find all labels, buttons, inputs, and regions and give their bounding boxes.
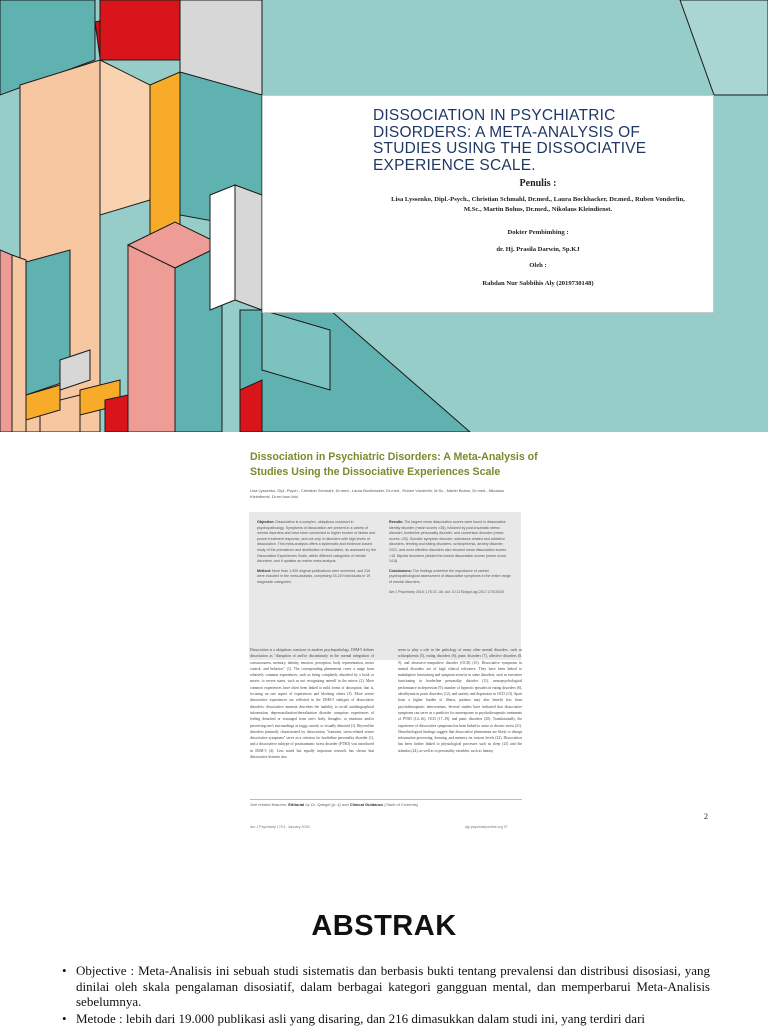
cover-title: DISSOCIATION IN PSYCHIATRIC DISORDERS: A META-ANALYSIS OF STUDIES USING THE DISSOCIATIVE EXPERIENCE SCALE. [373, 107, 647, 174]
abstract-right-column [389, 520, 511, 599]
abstract-slide [0, 864, 768, 1024]
featured-editorial: Editorial [288, 802, 305, 807]
paper-title: Dissociation in Psychiatric Disorders: A Meta-Analysis of Studies Using the Dissociative Experiences Scale [250, 451, 538, 478]
results-text: The largest mean dissociation scores were found in dissociative identity disorder (mean scores >35), followed by post-traumatic stress disorder, borderline personality disorder, and conversion disorder (mean scores >25). Somatic symptom disorder, substance-related and addictive disorders, feeding and eating disorders, schizophrenia, anxiety disorder, OCD, and most affective disorders also showed mean dissociation scores >15. Bipolar disorders yielded the lowest dissociation scores (mean score, 14.8). [389, 520, 507, 564]
abstract-heading: ABSTRAK [311, 910, 457, 942]
title-panel [262, 95, 714, 313]
objective-text: Dissociation is a complex, ubiquitous construct in psychopathology. Symptoms of dissociation are present in a variety of mental disorders and have been connected to higher burden of illness and poorer treatment response, and not only in disorders with high levels of dissociation. This meta-analysis offers a systematic and evidence-based study of the prevalence and distribution of dissociation, as assessed by the Dissociative Experiences Scale, within different categories of mental disorders, and it updates an earlier meta-analysis. [257, 520, 377, 564]
conclusions-label: Conclusions: [389, 568, 412, 573]
related-features-note [250, 799, 522, 807]
method-paragraph [257, 569, 379, 586]
featured-mid: by Dr. Spiegel (p. 4) and [304, 802, 350, 807]
abstract-left-column [257, 520, 379, 590]
cover-slide [0, 0, 768, 432]
results-label: Results: [389, 520, 404, 524]
conclusions-text: The findings underline the importance of careful psychopathological assessment of dissociative symptoms in the entire range of mental disorders. [389, 568, 511, 584]
objective-label: Objective: [257, 520, 275, 524]
cover-authors: Lisa Lyssenko, Dipl.-Psych., Christian Schmahl, Dr.med., Laura Bockhacker, Dr.med., Ruben Vonderlin, M.Sc., Martin Bohus, Dr.med., Nikolaus Kleindienst. [391, 196, 685, 213]
method-text: More than 1,900 original publications were screened, and 216 were included in the meta-analysis, comprising 15,219 individuals in 19 diagnostic categories. [257, 568, 371, 584]
featured-suffix: (Table of Contents) [383, 802, 419, 807]
body-text-left: Dissociation is a ubiquitous construct in modern psychopathology. DSM-5 defines dissociation as "disruption of and/or discontinuity in the normal integration of consciousness, memory, identity, emotion, perception, body representation, motor control, and behavior" (1). The corresponding phenomena cover a range from relatively common experiences, such as being completely absorbed by a book or movie, to severe states, such as not recognizing oneself in the mirror (2). More common experiences have often been linked to mild forms of absorption, that is, focusing on one aspect of experiences and blocking others (3). More severe dissociative experiences are reflected in the DSM-5 subtypes of dissociative disorders: dissociative amnesia describes the inability to recall autobiographical information; depersonalization/derealization disorder comprises experiences of feeling detached or estranged from one's body, thoughts, or emotions and/or perceiving one's surroundings as foggy, unreal, or visually distorted (1). Beyond the disorders primarily characterized by dissociation, "transient, stress-related severe dissociative symptoms" serve as a criterion for borderline personality disorder (1), and a dissociative subtype of posttraumatic stress disorder (PTSD) was introduced in DSM-5 (4). Less noted but equally important research has shown that dissociative features also [250, 648, 374, 760]
abstract-box [249, 512, 521, 660]
paper-page-slide [0, 432, 768, 864]
method-label: Method: [257, 568, 271, 573]
abstract-bullet-list [62, 963, 710, 1027]
list-item: • Metode : lebih dari 19.000 publikasi asli yang disaring, dan 216 dimasukkan dalam studi ini, yang terdiri dari [62, 1011, 710, 1027]
presenter-name: Rahdan Nur Sabbihis Aly (2019730148) [482, 280, 594, 287]
conclusions-paragraph [389, 569, 511, 586]
objective-paragraph [257, 520, 379, 565]
supervisor-name: dr. Hj. Prasila Darwin, Sp.KJ [496, 246, 580, 253]
body-text-right: seem to play a role in the pathology of many other mental disorders, such as schizophrenia (5), eating disorders (6), panic disorders (7), affective disorders (8, 9), and obsessive-compulsive disorder (OCD) (10). Dissociative symptoms in mental disorders are of high clinical relevance. They have been linked to maladaptive functioning and symptom severity in some disorders, such as executive functioning in borderline personality disorder (11), neuropsychological performance in depression (9), number of hypnotic episodes in eating disorders (6), alexithymia in panic disorders (12), and anxiety and depression in OCD (13). Apart from a higher burden of illness, patients may also benefit less from psychotherapeutic interventions. Several studies have indicated that dissociative symptoms can serve as a predictor for nonresponse in psychotherapeutic treatments of PTSD (14–16), OCD (17–19), and panic disorders (20). Translationally, the experience of dissociative symptoms has been linked to acute or chronic stress (21). Neurobiological findings suggest that dissociative phenomena are likely to disrupt information processing, learning, and memory on various levels (22). Dissociation has been further linked to physiological processes such as sleep (23) and the stimulus (24), as well as to personality variables, such as fantasy [398, 648, 523, 753]
results-paragraph [389, 520, 511, 565]
presenter-label: Oleh : [529, 262, 547, 269]
authors-label: Penulis : [519, 178, 557, 189]
featured-guidance: Clinical Guidance [349, 802, 384, 807]
featured-prefix: See related features: [250, 802, 289, 807]
citation: Am J Psychiatry 2018; 175:37–46; doi: 10.1176/appi.ajp.2017.17010025 [389, 589, 504, 594]
paper-footer-journal: Am J Psychiatry 175:1, January 2018 [250, 825, 310, 829]
paper-authors: Lisa Lyssenko, Dipl.-Psych., Christian Schmahl, Dr.med., Laura Bockhacker, Dr.med., Ruben Vonderlin, M.Sc., Martin Bohus, Dr.med., Nikolaus Kleindienst, Dr.rer.hum.biol. [250, 488, 504, 499]
supervisor-label: Dokter Pembimbing : [507, 229, 569, 236]
slide-page-number: 2 [704, 812, 708, 821]
paper-footer-site: ajp.psychiatryonline.org 37 [465, 825, 508, 829]
list-item: • Objective : Meta-Analisis ini sebuah studi sistematis dan berbasis bukti tentang prevalensi dan distribusi disosiasi, yang dinilai oleh skala pengalaman disosiatif, dalam berbagai kategori gangguan mental, dan memperbarui Meta-Analisis sebelumnya. [62, 963, 710, 1010]
